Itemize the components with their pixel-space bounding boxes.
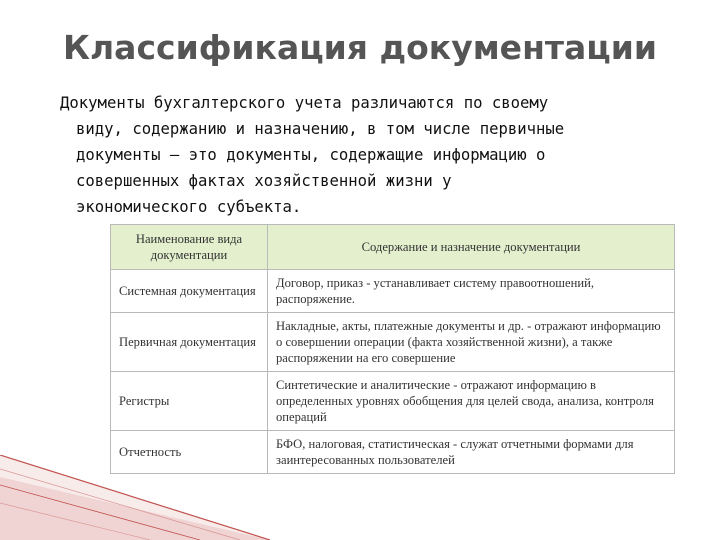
table-row [111, 270, 675, 313]
row-content: Накладные, акты, платежные документы и др. - отражают информацию о совершении операции (факта хозяйственной жизни), а также распоряжении на его совершение [268, 313, 675, 372]
row-type: Первичная документация [111, 313, 268, 372]
documentation-table [110, 224, 675, 474]
row-type: Регистры [111, 372, 268, 431]
row-content: Синтетические и аналитические - отражают информацию в определенных уровнях обобщения для целей свода, анализа, контроля операций [268, 372, 675, 431]
header-type: Наименование вида документации [111, 225, 268, 270]
corner-decoration [0, 455, 270, 540]
intro-line: совершенных фактах хозяйственной жизни у [76, 172, 452, 190]
intro-line: документы – это документы, содержащие информацию о [76, 146, 546, 164]
intro-line: виду, содержанию и назначению, в том числе первичные [76, 120, 565, 138]
intro-line: Документы бухгалтерского учета различаются по своему [60, 94, 549, 112]
intro-line: экономического субъекта. [76, 198, 302, 216]
table-header-row [111, 225, 675, 270]
intro-paragraph [60, 90, 670, 220]
table-row [111, 372, 675, 431]
slide-title: Классификация документации [63, 28, 657, 67]
row-type: Отчетность [111, 431, 268, 474]
table-row [111, 313, 675, 372]
row-content: БФО, налоговая, статистическая - служат отчетными формами для заинтересованных пользователей [268, 431, 675, 474]
row-content: Договор, приказ - устанавливает систему правоотношений, распоряжение. [268, 270, 675, 313]
header-content: Содержание и назначение документации [268, 225, 675, 270]
row-type: Системная документация [111, 270, 268, 313]
